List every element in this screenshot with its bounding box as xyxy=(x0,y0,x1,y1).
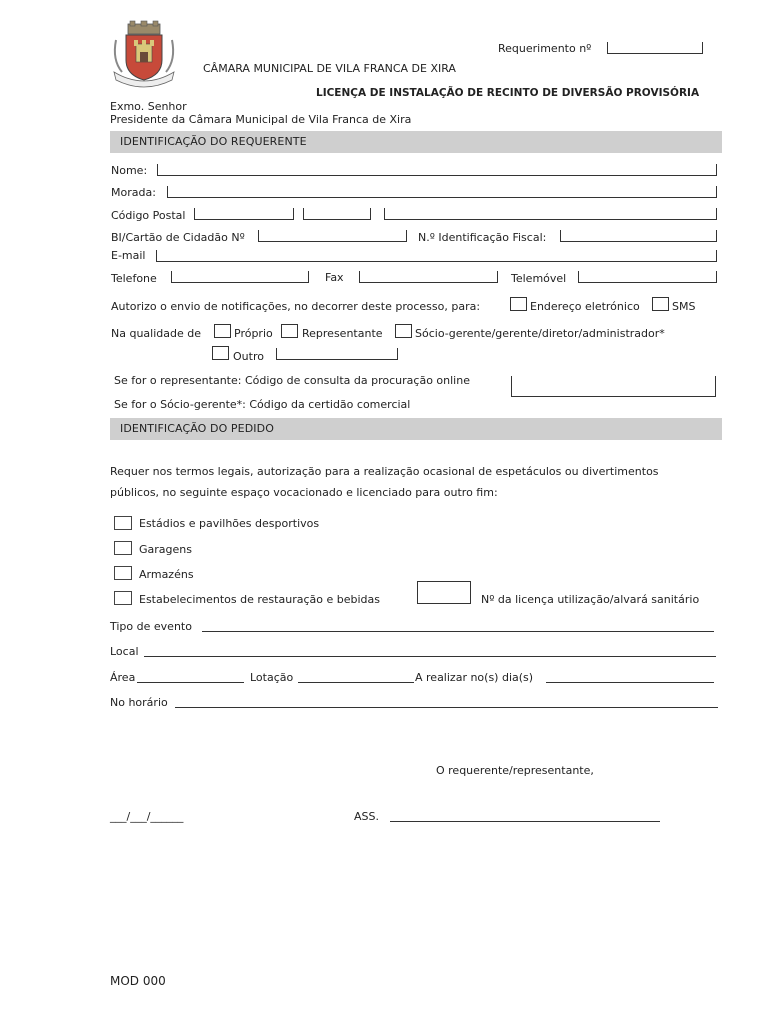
signature-field[interactable] xyxy=(390,820,660,822)
section-header-requerente xyxy=(110,131,722,153)
outro-label: Outro xyxy=(233,350,264,363)
telemovel-label: Telemóvel xyxy=(511,272,567,285)
fax-field[interactable] xyxy=(359,271,498,283)
proprio-checkbox[interactable] xyxy=(214,324,231,338)
addressee-line-2: Presidente da Câmara Municipal de Vila Franca de Xira xyxy=(110,113,412,126)
pedido-intro-line-1: Requer nos termos legais, autorização para a realização ocasional de espetáculos ou divertimentos xyxy=(110,465,659,478)
morada-field[interactable] xyxy=(167,186,717,198)
nif-field[interactable] xyxy=(560,230,717,242)
garagens-label: Garagens xyxy=(139,543,192,556)
lotacao-field[interactable] xyxy=(298,681,414,683)
section-title: IDENTIFICAÇÃO DO PEDIDO xyxy=(120,422,274,435)
representante-code-text: Se for o representante: Código de consulta da procuração online xyxy=(114,374,470,387)
nome-field[interactable] xyxy=(157,164,717,176)
form-model-code: MOD 000 xyxy=(110,974,166,988)
socio-gerente-label: Sócio-gerente/gerente/diretor/administrador* xyxy=(415,327,665,340)
municipality-name: CÂMARA MUNICIPAL DE VILA FRANCA DE XIRA xyxy=(203,62,456,75)
horario-label: No horário xyxy=(110,696,168,709)
estabelecimentos-label: Estabelecimentos de restauração e bebidas xyxy=(139,593,380,606)
licenca-label: Nº da licença utilização/alvará sanitário xyxy=(481,593,700,606)
email-label: E-mail xyxy=(111,249,146,262)
ass-label: ASS. xyxy=(354,810,379,823)
requerimento-number-field[interactable] xyxy=(607,42,703,54)
area-label: Área xyxy=(110,671,136,684)
nome-label: Nome: xyxy=(111,164,148,177)
outro-checkbox[interactable] xyxy=(212,346,229,360)
codigo-postal-locality-field[interactable] xyxy=(384,208,717,220)
licenca-number-box[interactable] xyxy=(417,581,471,604)
municipal-coat-of-arms-logo xyxy=(110,20,178,90)
notify-sms-checkbox[interactable] xyxy=(652,297,669,311)
pedido-intro-line-2: públicos, no seguinte espaço vocacionado e licenciado para outro fim: xyxy=(110,486,498,499)
notify-email-checkbox[interactable] xyxy=(510,297,527,311)
area-field[interactable] xyxy=(137,681,244,683)
tipo-evento-field[interactable] xyxy=(202,630,714,632)
telefone-label: Telefone xyxy=(111,272,157,285)
estadios-label: Estádios e pavilhões desportivos xyxy=(139,517,320,530)
bi-field[interactable] xyxy=(258,230,407,242)
garagens-checkbox[interactable] xyxy=(114,541,132,555)
form-title: LICENÇA DE INSTALAÇÃO DE RECINTO DE DIVERSÃO PROVISÓRIA xyxy=(316,87,700,99)
socio-gerente-checkbox[interactable] xyxy=(395,324,412,338)
email-field[interactable] xyxy=(156,250,717,262)
tipo-evento-label: Tipo de evento xyxy=(110,620,192,633)
requerimento-label: Requerimento nº xyxy=(498,42,592,55)
a-realizar-field[interactable] xyxy=(546,681,714,683)
local-label: Local xyxy=(110,645,139,658)
proprio-label: Próprio xyxy=(234,327,273,340)
morada-label: Morada: xyxy=(111,186,156,199)
horario-field[interactable] xyxy=(175,706,718,708)
lotacao-label: Lotação xyxy=(250,671,294,684)
notify-sms-label: SMS xyxy=(672,300,696,313)
representante-checkbox[interactable] xyxy=(281,324,298,338)
a-realizar-label: A realizar no(s) dia(s) xyxy=(415,671,534,684)
estadios-checkbox[interactable] xyxy=(114,516,132,530)
date-field[interactable]: ___/___/______ xyxy=(110,810,184,823)
estabelecimentos-checkbox[interactable] xyxy=(114,591,132,605)
local-field[interactable] xyxy=(144,655,716,657)
fax-label: Fax xyxy=(325,271,344,284)
notify-email-label: Endereço eletrónico xyxy=(530,300,640,313)
bi-label: BI/Cartão de Cidadão Nº xyxy=(111,231,245,244)
codigo-postal-field-2[interactable] xyxy=(303,208,371,220)
representante-label: Representante xyxy=(302,327,383,340)
codigo-postal-label: Código Postal xyxy=(111,209,186,222)
requerente-label: O requerente/representante, xyxy=(436,764,594,777)
nif-label: N.º Identificação Fiscal: xyxy=(418,231,547,244)
outro-field[interactable] xyxy=(276,348,398,360)
procuracao-code-field[interactable] xyxy=(511,376,716,397)
socio-code-text: Se for o Sócio-gerente*: Código da certidão comercial xyxy=(114,398,411,411)
armazens-label: Armazéns xyxy=(139,568,194,581)
autorizo-text: Autorizo o envio de notificações, no decorrer deste processo, para: xyxy=(111,300,481,313)
qualidade-label: Na qualidade de xyxy=(111,327,201,340)
telefone-field[interactable] xyxy=(171,271,309,283)
armazens-checkbox[interactable] xyxy=(114,566,132,580)
section-title: IDENTIFICAÇÃO DO REQUERENTE xyxy=(120,135,307,148)
addressee-line-1: Exmo. Senhor xyxy=(110,100,187,113)
telemovel-field[interactable] xyxy=(578,271,717,283)
codigo-postal-field-1[interactable] xyxy=(194,208,294,220)
section-header-pedido xyxy=(110,418,722,440)
